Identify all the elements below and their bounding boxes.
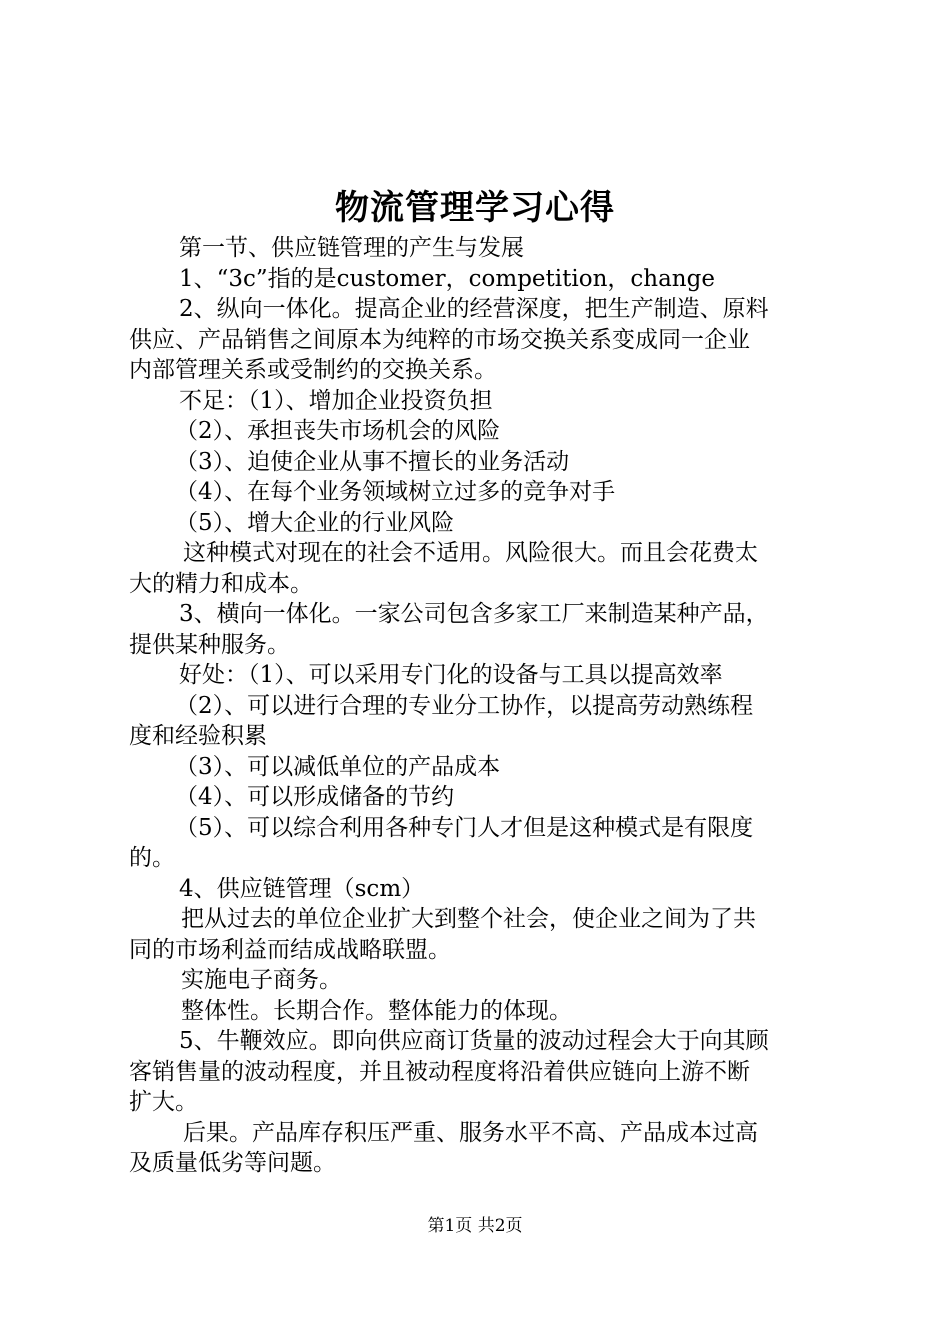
paragraph-line: 客销售量的波动程度，并且被动程度将沿着供应链向上游不断 [129,1058,750,1085]
paragraph-line: 2、纵向一体化。提高企业的经营深度，把生产制造、原料 [179,296,769,322]
paragraph-line: 内部管理关系或受制约的交换关系。 [129,357,497,383]
paragraph-line: 不足：（1）、增加企业投资负担 [179,387,493,414]
list-item: （4）、可以形成储备的节约 [175,784,455,810]
list-item: （5）、可以综合利用各种专门人才但是这种模式是有限度 [175,814,754,841]
paragraph-line: 整体性。长期合作。整体能力的体现。 [181,997,572,1024]
paragraph-line: 1、“3c”指的是customer，competition，change [179,265,715,292]
paragraph-line: 提供某种服务。 [129,631,290,658]
list-item: （4）、在每个业务领域树立过多的竞争对手 [175,479,616,505]
paragraph-line: 好处：（1）、可以采用专门化的设备与工具以提高效率 [179,662,723,688]
document-title: 物流管理学习心得 [335,188,615,228]
list-item: （5）、增大企业的行业风险 [175,509,455,536]
section-heading: 4、供应链管理（scm） [179,875,425,902]
paragraph-line: 同的市场利益而结成战略联盟。 [129,936,451,963]
list-item: （3）、可以减低单位的产品成本 [175,753,501,780]
paragraph-line: 的。 [129,845,175,871]
paragraph-line: 供应、产品销售之间原本为纯粹的市场交换关系变成同一企业 [129,326,750,353]
paragraph-line: 及质量低劣等问题。 [129,1150,336,1176]
list-item: （2）、承担丧失市场机会的风险 [175,418,501,444]
paragraph-line: 扩大。 [129,1089,198,1115]
page-number-footer: 第1页 共2页 [427,1216,523,1236]
paragraph-line: 后果。产品库存积压严重、服务水平不高、产品成本过高 [183,1119,758,1146]
paragraph-line: 大的精力和成本。 [129,570,313,597]
list-item: （3）、迫使企业从事不擅长的业务活动 [175,448,570,475]
section-heading: 第一节、供应链管理的产生与发展 [179,235,524,261]
paragraph-line: 3、横向一体化。一家公司包含多家工厂来制造某种产品， [179,601,769,627]
list-item: （2）、可以进行合理的专业分工协作，以提高劳动熟练程 [175,692,754,719]
paragraph-line: 实施电子商务。 [181,967,342,993]
paragraph-line: 5、牛鞭效应。即向供应商订货量的波动过程会大于向其顾 [179,1028,769,1054]
paragraph-line: 这种模式对现在的社会不适用。风险很大。而且会花费太 [183,540,758,566]
paragraph-line: 把从过去的单位企业扩大到整个社会，使企业之间为了共 [181,906,756,932]
document-body [129,233,829,1179]
paragraph-line: 度和经验积累 [129,723,267,749]
